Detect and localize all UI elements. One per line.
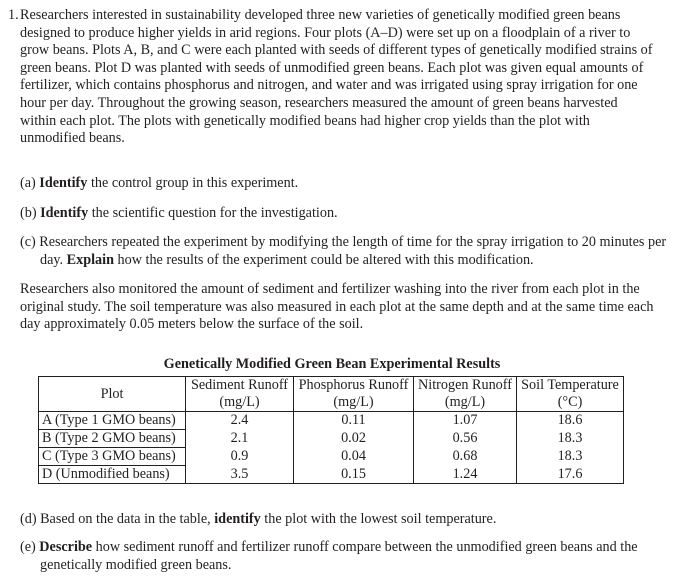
data-description-paragraph [20, 281, 672, 334]
cell-phosphorus: 0.04 [294, 448, 414, 466]
cell-sediment: 0.9 [186, 448, 294, 466]
table-row [39, 412, 624, 430]
cell-plot: D (Unmodified beans) [39, 466, 186, 484]
question-number: 1. [8, 7, 19, 23]
cell-phosphorus: 0.02 [294, 430, 414, 448]
cell-temp: 18.3 [517, 448, 624, 466]
command-verb: Identify [40, 205, 89, 221]
paragraph-line: day approximately 0.05 meters below the surface of the soil. [20, 316, 364, 333]
intro-line: within each plot. The plots with genetically modified beans had higher crop yields than the plot with [20, 112, 590, 129]
command-verb: Explain [66, 251, 114, 268]
command-verb: Identify [39, 175, 88, 191]
question-e: (e) Describe how sediment runoff and fertilizer runoff compare between the unmodified green beans and the genetically modified green beans. [20, 539, 638, 573]
question-a: (a) Identify the control group in this experiment. [20, 175, 299, 191]
header-phosphorus: Phosphorus Runoff (mg/L) [294, 377, 414, 412]
intro-line: unmodified beans. [20, 130, 125, 147]
intro-line: Researchers interested in sustainability developed three new varieties of genetically modified green beans [20, 7, 621, 23]
cell-temp: 18.6 [517, 412, 624, 430]
cell-phosphorus: 0.15 [294, 466, 414, 484]
table-header-row [39, 377, 624, 412]
intro-line: designed to produce higher yields in arid regions. Four plots (A–D) were set up on a floodplain of a river to [20, 24, 631, 41]
cell-sediment: 2.4 [186, 412, 294, 430]
cell-nitrogen: 0.56 [414, 430, 517, 448]
intro-paragraph [8, 7, 674, 147]
header-nitrogen: Nitrogen Runoff (mg/L) [414, 377, 517, 412]
results-table [38, 376, 624, 484]
table-title: Genetically Modified Green Bean Experimental Results [163, 356, 501, 372]
cell-nitrogen: 1.07 [414, 412, 517, 430]
cell-temp: 18.3 [517, 430, 624, 448]
paragraph-line: Researchers also monitored the amount of sediment and fertilizer washing into the river from each plot in the [20, 281, 640, 297]
cell-nitrogen: 1.24 [414, 466, 517, 484]
intro-text [20, 7, 674, 148]
cell-phosphorus: 0.11 [294, 412, 414, 430]
paragraph-line: original study. The soil temperature was also measured in each plot at the same depth and at the same time each [20, 298, 654, 315]
table-row [39, 466, 624, 484]
command-verb: identify [214, 511, 261, 527]
question-d: (d) Based on the data in the table, identify the plot with the lowest soil temperature. [20, 511, 497, 527]
header-soil-temperature: Soil Temperature (°C) [517, 377, 624, 412]
intro-line: grow beans. Plots A, B, and C were each planted with seeds of different types of genetically modified strains of [20, 42, 653, 59]
table-row [39, 448, 624, 466]
cell-plot: B (Type 2 GMO beans) [39, 430, 186, 448]
cell-plot: A (Type 1 GMO beans) [39, 412, 186, 430]
question-c: (c) Researchers repeated the experiment by modifying the length of time for the spray irrigation to 20 minutes per day. Explain how the results of the experiment could be altered with this modification. [20, 234, 667, 268]
question-b: (b) Identify the scientific question for the investigation. [20, 205, 338, 221]
intro-line: hour per day. Throughout the growing season, researchers measured the amount of green beans harvested [20, 94, 618, 111]
header-sediment: Sediment Runoff (mg/L) [186, 377, 294, 412]
cell-sediment: 3.5 [186, 466, 294, 484]
cell-temp: 17.6 [517, 466, 624, 484]
command-verb: Describe [39, 539, 93, 555]
table-row [39, 430, 624, 448]
cell-nitrogen: 0.68 [414, 448, 517, 466]
intro-line: green beans. Plot D was planted with seeds of unmodified green beans. Each plot was given equal amounts of [20, 59, 644, 76]
cell-sediment: 2.1 [186, 430, 294, 448]
header-plot: Plot [39, 377, 186, 412]
intro-line: fertilizer, which contains phosphorus and nitrogen, and water and was irrigated using spray irrigation for one [20, 77, 638, 94]
cell-plot: C (Type 3 GMO beans) [39, 448, 186, 466]
